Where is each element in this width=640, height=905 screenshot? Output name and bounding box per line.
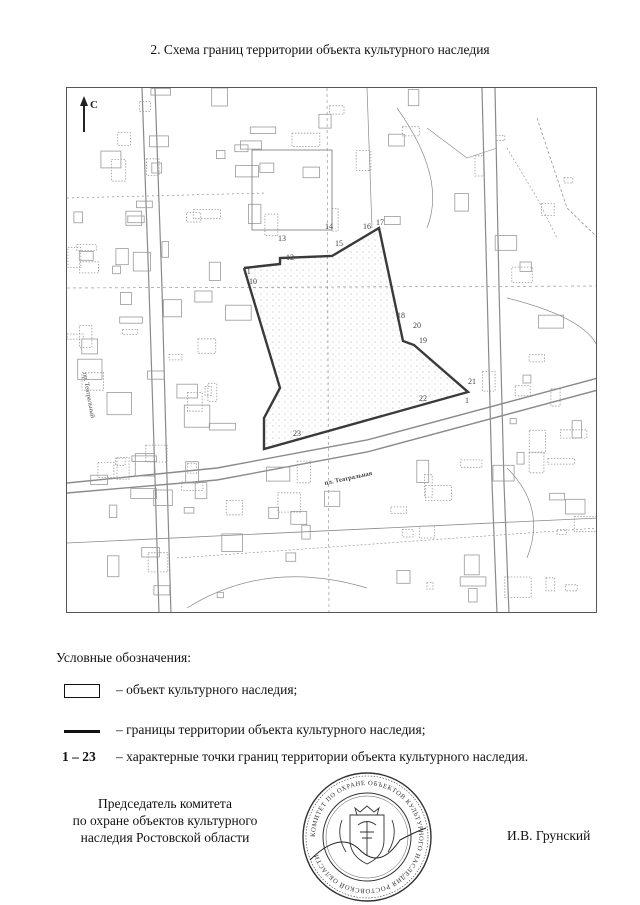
building-outline (269, 507, 279, 518)
north-label: С (90, 99, 98, 111)
building-outline (560, 430, 586, 438)
building-outline (187, 393, 202, 412)
building-outline (212, 88, 228, 106)
points-range-label: 1 – 23 (62, 749, 96, 764)
boundary-point-label: 11 (243, 267, 251, 276)
building-outline (82, 339, 98, 354)
building-outline (464, 555, 479, 575)
building-outline (117, 458, 129, 480)
building-outline (77, 244, 97, 250)
building-outline (164, 300, 182, 317)
building-outline (475, 156, 484, 176)
signer-name: И.В. Грунский (507, 828, 591, 843)
building-outline (250, 127, 275, 134)
building-outline (126, 211, 142, 225)
building-outline (108, 556, 119, 577)
building-outline (226, 501, 242, 515)
building-outline (123, 329, 138, 334)
building-outline (222, 534, 243, 552)
building-outline (517, 453, 524, 465)
building-outline (209, 262, 220, 280)
building-outline (162, 242, 169, 258)
building-outline (260, 163, 274, 173)
building-outline (391, 507, 407, 513)
building-outline (278, 493, 301, 512)
legend-item-boundary (56, 722, 616, 742)
building-outline (80, 262, 99, 273)
road-line (142, 88, 159, 613)
building-outline (572, 421, 581, 438)
building-outline (184, 405, 210, 427)
building-outline (198, 339, 216, 354)
building-outline (523, 375, 531, 383)
building-outline (131, 489, 157, 499)
building-outline (184, 507, 194, 513)
boundary-point-label: 16 (363, 222, 371, 231)
building-outline (248, 204, 261, 223)
road-line (177, 528, 597, 558)
building-outline (460, 577, 486, 586)
boundary-point-label: 1 (465, 396, 469, 405)
official-seal-icon (300, 770, 434, 904)
legend-item-object (56, 682, 616, 702)
building-outline (408, 90, 419, 106)
road-line (367, 88, 372, 228)
building-outline (564, 178, 573, 183)
building-outline (425, 486, 451, 501)
road-line (482, 88, 497, 613)
map-canvas (67, 88, 597, 613)
building-outline (235, 145, 248, 152)
boundary-point-label: 13 (278, 234, 286, 243)
building-outline (548, 459, 575, 465)
building-outline (107, 393, 132, 415)
boundary-point-label: 10 (249, 277, 257, 286)
building-outline (152, 163, 162, 173)
building-outline (319, 114, 331, 128)
building-outline (539, 315, 564, 328)
building-outline (402, 127, 419, 136)
territory-area (244, 228, 468, 449)
legend-text-points: – характерные точки границ территории объекта культурного наследия. (116, 749, 529, 764)
building-outline (120, 317, 143, 323)
building-outline (78, 359, 102, 379)
building-outline (551, 389, 560, 406)
building-outline (455, 193, 469, 211)
seal-ring-text: КОМИТЕТ ПО ОХРАНЕ ОБЪЕКТОВ КУЛЬТУРНОГО НАСЛЕДИЯ РОСТОВСКОЙ ОБЛАСТИ (309, 779, 425, 895)
building-outline (325, 491, 340, 506)
building-outline (496, 135, 505, 140)
road-line (67, 518, 597, 543)
path-curve (507, 298, 597, 348)
path-curve (507, 468, 534, 558)
building-outline (356, 151, 371, 171)
square-label: пл. Театральная (323, 470, 373, 487)
road-line (537, 118, 597, 238)
building-outline (118, 133, 131, 146)
building-outline (397, 570, 410, 583)
building-outline (529, 452, 544, 473)
building-outline (80, 325, 92, 347)
building-outline (195, 483, 207, 499)
building-outline (542, 204, 555, 216)
signer-position (60, 795, 270, 846)
building-outline (188, 463, 197, 473)
building-outline (566, 499, 586, 514)
building-outline (402, 529, 413, 537)
road-line (155, 88, 171, 613)
boundary-point-label: 14 (325, 222, 333, 231)
building-outline (461, 460, 482, 467)
building-outline (74, 212, 83, 223)
object-symbol (64, 684, 100, 698)
building-outline (427, 582, 433, 589)
building-outline (194, 209, 221, 218)
building-outline (286, 553, 296, 561)
boundary-point-label: 18 (397, 311, 405, 320)
building-outline (529, 355, 544, 362)
boundary-point-label: 15 (335, 239, 343, 248)
building-outline (417, 460, 429, 482)
building-outline (291, 511, 307, 524)
building-outline (209, 423, 235, 430)
boundary-map (66, 87, 597, 613)
road-line (427, 128, 497, 158)
building-outline (109, 505, 117, 517)
building-outline (121, 293, 132, 305)
building-outline (148, 371, 165, 379)
building-outline (292, 133, 320, 146)
road-line (507, 148, 557, 238)
legend-text-boundary: – границы территории объекта культурного наследия; (116, 722, 426, 737)
building-outline (169, 355, 182, 360)
building-outline (550, 493, 565, 500)
building-outline (529, 430, 545, 452)
building-outline (149, 136, 168, 147)
building-outline (329, 106, 344, 114)
path-curve (397, 108, 433, 228)
boundary-point-label: 22 (419, 394, 427, 403)
building-outline (116, 249, 128, 265)
building-outline (154, 586, 170, 595)
building-outline (546, 578, 555, 591)
boundary-point-label: 23 (293, 429, 301, 438)
signer-line-2: по охране объектов культурного (72, 813, 258, 828)
building-outline (419, 526, 434, 538)
building-outline (225, 305, 251, 320)
road-line (67, 193, 267, 198)
building-outline (113, 266, 121, 274)
building-outline (140, 101, 151, 111)
page-title: 2. Схема границ территории объекта культурного наследия (150, 42, 490, 57)
boundary-point-label: 12 (286, 253, 294, 262)
boundary-point-label: 20 (413, 321, 421, 330)
building-outline (151, 89, 171, 96)
building-outline (111, 160, 125, 182)
building-outline (512, 267, 533, 282)
legend-text-object: – объект культурного наследия; (116, 682, 298, 697)
building-outline (252, 150, 332, 230)
building-outline (136, 201, 152, 208)
building-outline (515, 386, 530, 396)
building-outline (187, 212, 201, 222)
road-line (495, 88, 509, 613)
building-outline (217, 592, 223, 597)
street-label-vertical: пр. Театральный (81, 372, 96, 419)
building-outline (195, 291, 212, 302)
north-arrow-icon (80, 96, 88, 132)
building-outline (216, 150, 225, 158)
boundary-line-symbol (64, 730, 100, 733)
building-outline (135, 454, 154, 476)
building-outline (236, 166, 259, 177)
legend-title: Условные обозначения: (56, 650, 192, 665)
building-outline (469, 589, 478, 602)
building-outline (510, 419, 516, 424)
building-outline (384, 217, 400, 225)
building-outline (67, 334, 83, 339)
signer-line-3: наследия Ростовской области (80, 830, 250, 845)
boundary-point-label: 19 (419, 336, 427, 345)
boundary-point-label: 17 (376, 218, 384, 227)
building-outline (565, 585, 577, 591)
path-curve (187, 577, 367, 608)
building-outline (303, 167, 320, 178)
boundary-point-label: 21 (468, 377, 476, 386)
building-outline (265, 214, 278, 236)
signer-line-1: Председатель комитета (98, 796, 232, 811)
building-outline (79, 251, 93, 260)
legend-item-points (56, 749, 616, 769)
